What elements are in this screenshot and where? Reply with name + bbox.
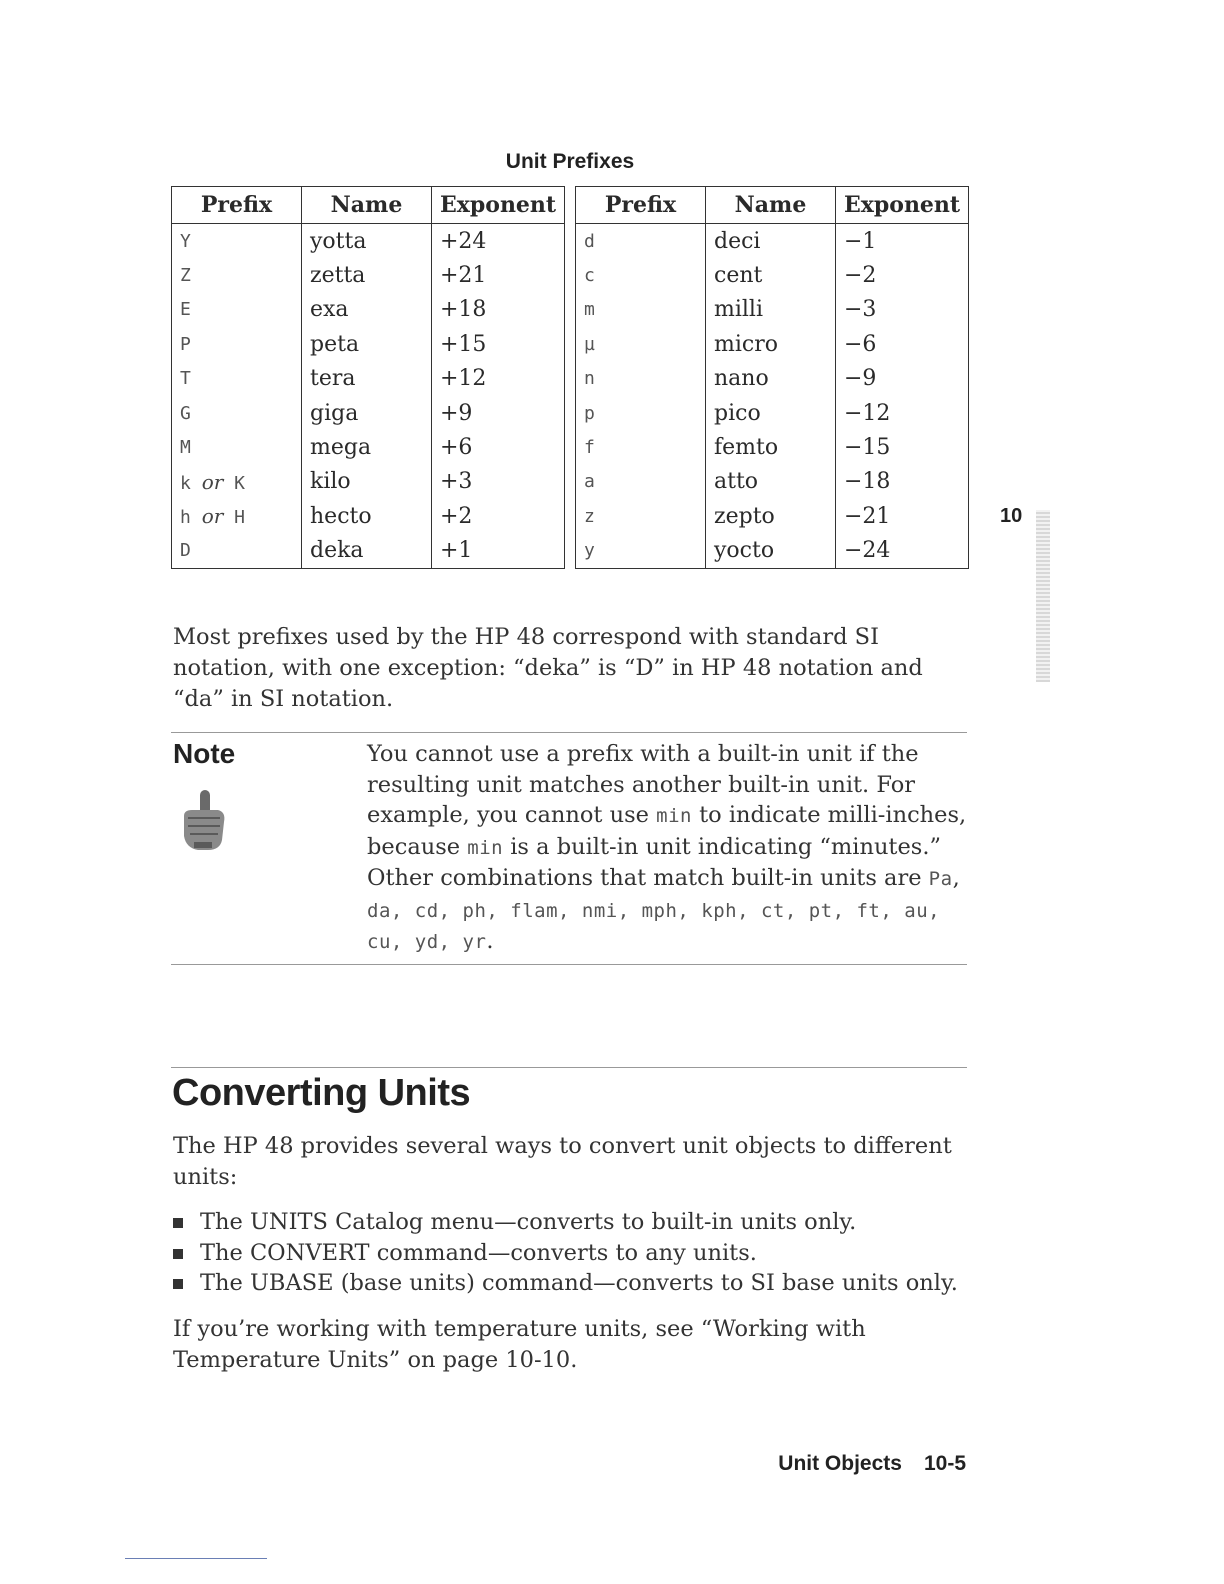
- prefix-cell: Z: [172, 258, 302, 292]
- temperature-note: If you’re working with temperature units, see “Working with Temperature Units” on page 10-10.: [173, 1316, 866, 1373]
- note-text: You cannot use a prefix with a built-in unit if the resulting unit matches another built-in unit. For example, you cannot use min to indicate milli-inches, because min is a built-in unit indicating “minutes.” Other combinations that match built-in units are Pa, da, cd, ph, flam, nmi, mph, kph, ct, pt, ft, au, cu, yd, yr.: [367, 741, 967, 954]
- name-cell: tera: [302, 362, 432, 396]
- list-item: The UBASE (base units) command—converts to SI base units only.: [173, 1268, 958, 1299]
- prefix-cell: n: [576, 362, 706, 396]
- table-row: [576, 430, 969, 464]
- prefix-cell: p: [576, 396, 706, 430]
- note-label: Note: [173, 738, 236, 769]
- code-pa: Pa: [928, 868, 953, 890]
- section-intro: The HP 48 provides several ways to convert unit objects to different units:: [173, 1133, 952, 1190]
- exponent-cell: −18: [836, 465, 969, 499]
- table-row: [576, 396, 969, 430]
- table-row: [576, 327, 969, 361]
- exponent-cell: −24: [836, 534, 969, 569]
- bullet-square-icon: [173, 1279, 183, 1289]
- chapter-tab: 10: [1000, 505, 1023, 527]
- exponent-cell: +24: [432, 224, 565, 259]
- table-row: [172, 465, 565, 499]
- prefix-table-negative: [575, 186, 969, 569]
- prefix-cell: c: [576, 258, 706, 292]
- column-header-exponent: Exponent: [836, 187, 969, 224]
- footer-chapter-title: Unit Objects: [778, 1452, 902, 1475]
- name-cell: cent: [706, 258, 836, 292]
- table-row: [172, 534, 565, 569]
- table-row: [576, 465, 969, 499]
- section-top-rule: [171, 1067, 967, 1068]
- footer-page-number: 10-5: [923, 1452, 966, 1475]
- table-row: [172, 430, 565, 464]
- exponent-cell: +6: [432, 430, 565, 464]
- bullet-square-icon: [173, 1249, 183, 1259]
- prefix-table-positive: [171, 186, 565, 569]
- table-row: [576, 293, 969, 327]
- name-cell: femto: [706, 430, 836, 464]
- table-row: [172, 293, 565, 327]
- name-cell: hecto: [302, 499, 432, 533]
- prefix-cell: a: [576, 465, 706, 499]
- exponent-cell: −3: [836, 293, 969, 327]
- prefix-cell: T: [172, 362, 302, 396]
- name-cell: micro: [706, 327, 836, 361]
- exponent-cell: −6: [836, 327, 969, 361]
- table-row: [576, 224, 969, 259]
- code-min: min: [467, 836, 504, 859]
- scan-edge-line: [125, 1558, 267, 1559]
- list-item: The CONVERT command—converts to any units.: [173, 1238, 958, 1269]
- prefix-cell: z: [576, 499, 706, 533]
- chapter-edge-strip: [1036, 510, 1050, 682]
- column-header-prefix: Prefix: [172, 187, 302, 224]
- name-cell: kilo: [302, 465, 432, 499]
- exponent-cell: +9: [432, 396, 565, 430]
- prefix-cell: G: [172, 396, 302, 430]
- name-cell: yotta: [302, 224, 432, 259]
- exponent-cell: +12: [432, 362, 565, 396]
- table-title: Unit Prefixes: [505, 150, 635, 173]
- pointing-hand-icon: [174, 788, 230, 854]
- code-min: min: [656, 805, 692, 827]
- exponent-cell: −9: [836, 362, 969, 396]
- table-row: [576, 534, 969, 569]
- column-header-exponent: Exponent: [432, 187, 565, 224]
- prefix-cell: y: [576, 534, 706, 569]
- table-row: [576, 362, 969, 396]
- prefix-cell: k or K: [172, 465, 302, 499]
- column-header-name: Name: [706, 187, 836, 224]
- page-footer: [778, 1452, 966, 1476]
- name-cell: mega: [302, 430, 432, 464]
- bullet-square-icon: [173, 1218, 183, 1228]
- exponent-cell: +1: [432, 534, 565, 569]
- prefix-cell: D: [172, 534, 302, 569]
- table-row: [172, 396, 565, 430]
- name-cell: yocto: [706, 534, 836, 569]
- exponent-cell: +18: [432, 293, 565, 327]
- exponent-cell: −2: [836, 258, 969, 292]
- name-cell: nano: [706, 362, 836, 396]
- exponent-cell: +2: [432, 499, 565, 533]
- exponent-cell: −21: [836, 499, 969, 533]
- note-top-rule: [171, 732, 967, 733]
- table-row: [172, 499, 565, 533]
- table-row: [172, 258, 565, 292]
- prefix-cell: d: [576, 224, 706, 259]
- prefix-cell: f: [576, 430, 706, 464]
- column-header-prefix: Prefix: [576, 187, 706, 224]
- prefix-cell: µ: [576, 327, 706, 361]
- prefix-cell: Y: [172, 224, 302, 259]
- note-bottom-rule: [171, 964, 967, 965]
- exponent-cell: +15: [432, 327, 565, 361]
- name-cell: peta: [302, 327, 432, 361]
- exponent-cell: −1: [836, 224, 969, 259]
- prefix-cell: E: [172, 293, 302, 327]
- name-cell: zepto: [706, 499, 836, 533]
- table-row: [172, 362, 565, 396]
- prefix-cell: h or H: [172, 499, 302, 533]
- prefix-cell: M: [172, 430, 302, 464]
- table-row: [576, 258, 969, 292]
- prefix-paragraph: Most prefixes used by the HP 48 correspond with standard SI notation, with one exception: “deka” is “D” in HP 48 notation and “da” in SI notation.: [173, 624, 923, 712]
- name-cell: deci: [706, 224, 836, 259]
- exponent-cell: +3: [432, 465, 565, 499]
- name-cell: deka: [302, 534, 432, 569]
- table-row: [576, 499, 969, 533]
- column-header-name: Name: [302, 187, 432, 224]
- table-row: [172, 327, 565, 361]
- exponent-cell: −15: [836, 430, 969, 464]
- prefix-cell: m: [576, 293, 706, 327]
- name-cell: atto: [706, 465, 836, 499]
- exponent-cell: −12: [836, 396, 969, 430]
- conversion-methods-list: [173, 1207, 958, 1299]
- name-cell: zetta: [302, 258, 432, 292]
- name-cell: exa: [302, 293, 432, 327]
- exponent-cell: +21: [432, 258, 565, 292]
- name-cell: milli: [706, 293, 836, 327]
- table-row: [172, 224, 565, 259]
- list-item: The UNITS Catalog menu—converts to built-in units only.: [173, 1207, 958, 1238]
- section-title: Converting Units: [172, 1072, 471, 1114]
- name-cell: pico: [706, 396, 836, 430]
- code-unit-list: da, cd, ph, flam, nmi, mph, kph, ct, pt, ft, au, cu, yd, yr: [367, 899, 941, 953]
- name-cell: giga: [302, 396, 432, 430]
- prefix-cell: P: [172, 327, 302, 361]
